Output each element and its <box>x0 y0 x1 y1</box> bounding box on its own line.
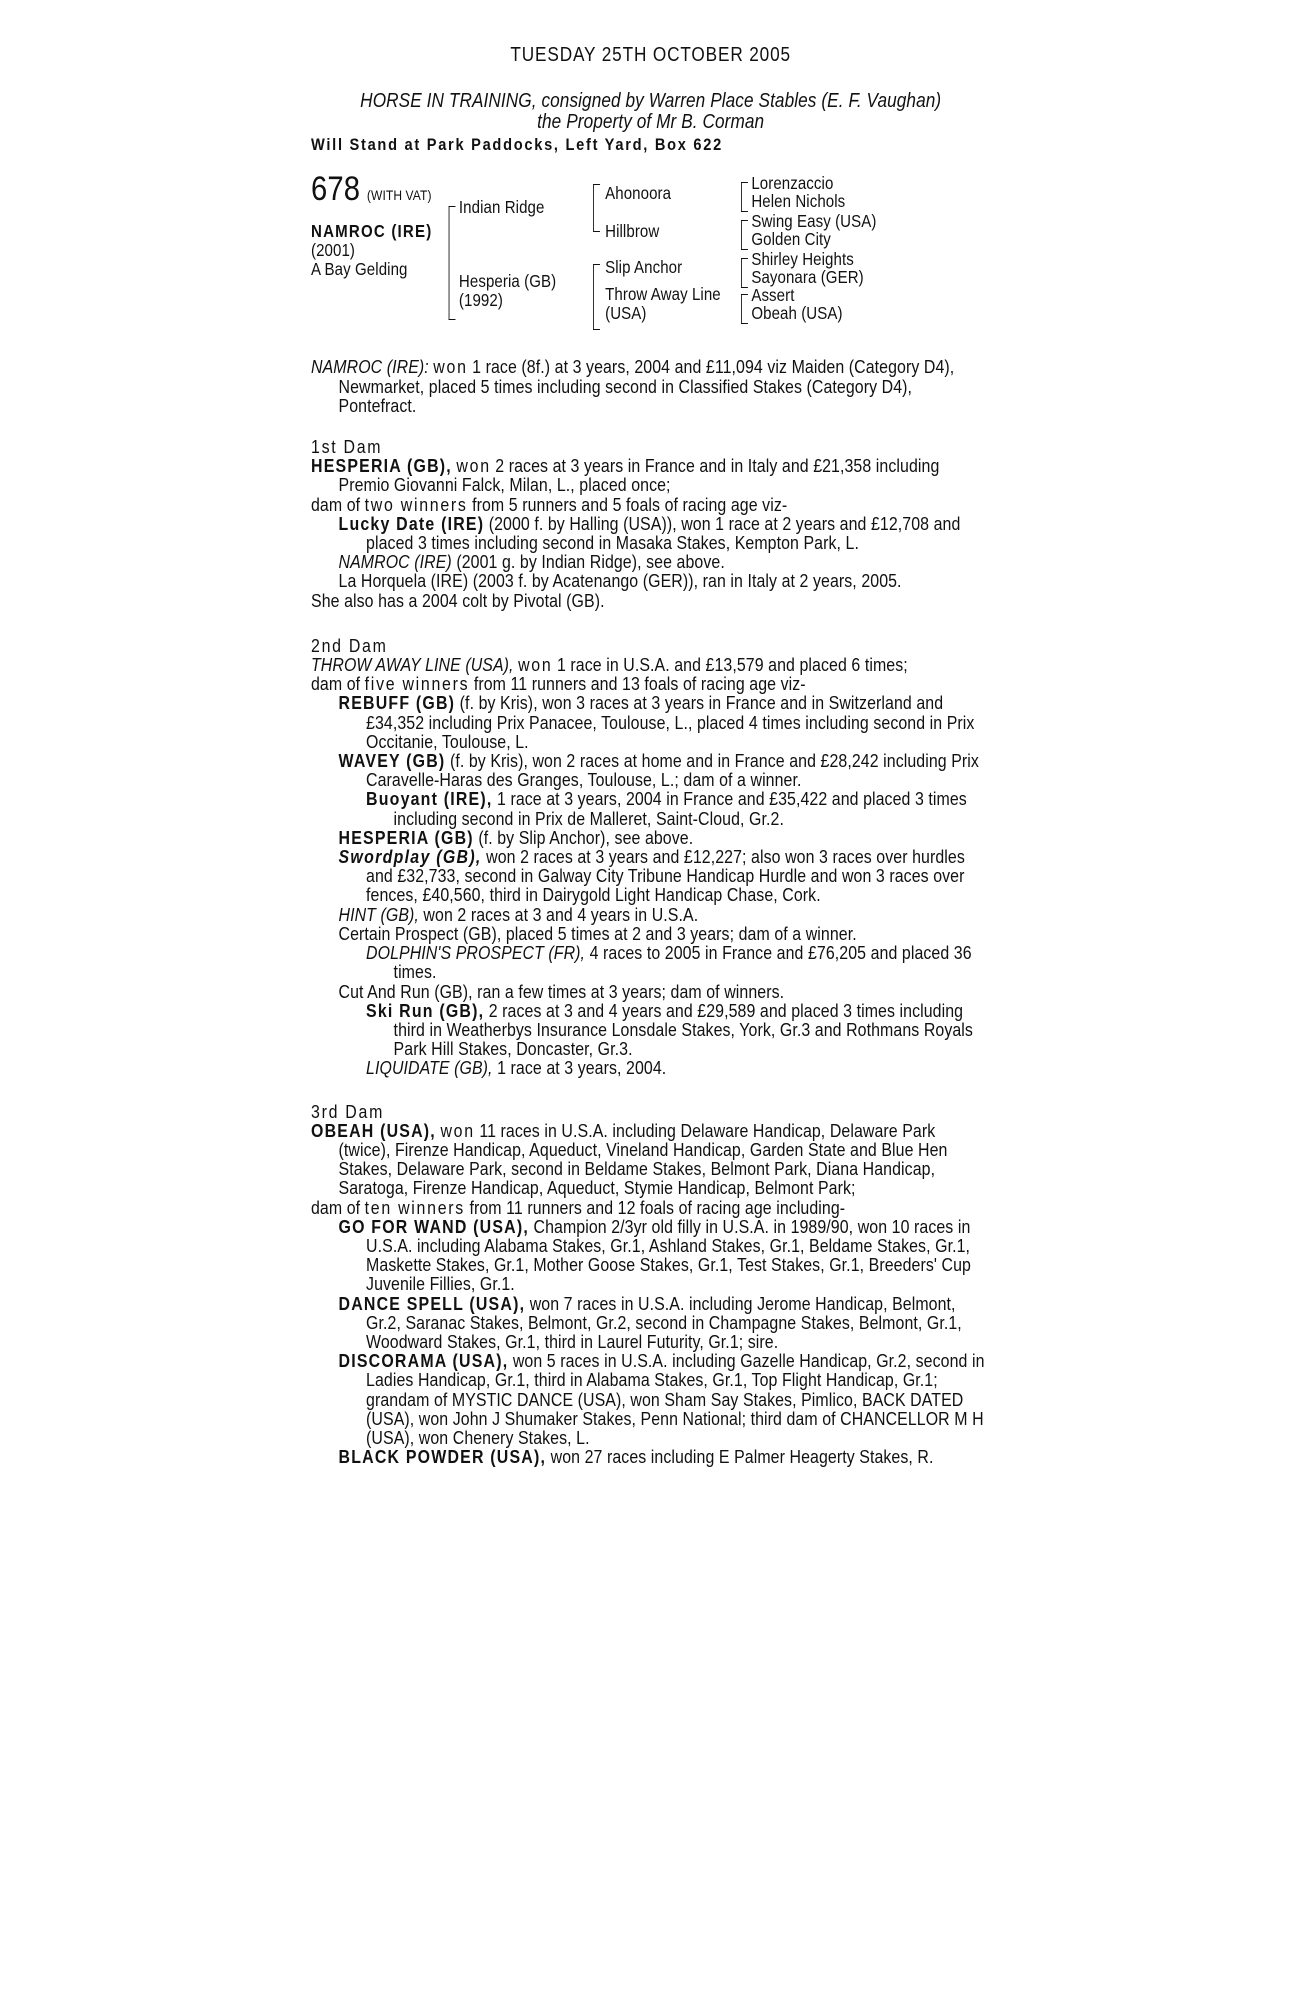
page-content <box>311 46 990 1466</box>
produce-entry: WAVEY (GB) (f. by Kris), won 2 races at home and in France and £28,242 including Prix Caravelle-Haras des Granges, Toulouse, L.; dam of a winner. <box>338 750 979 791</box>
dam-dam-origin: (USA) <box>605 303 647 324</box>
third-dam-record: OBEAH (USA), won 11 races in U.S.A. including Delaware Handicap, Delaware Park (twice), Firenze Handicap, Aqueduct, Vineland Handicap, Garden State and Blue Hen Stakes, Delaware Park, second in Beldame Stakes, Belmont Park, Diana Handicap, Saratoga, Firenze Handicap, Aqueduct, Stymie Handicap, Belmont Park; <box>311 1119 948 1199</box>
produce-entry: Ski Run (GB), 2 races at 3 and 4 years and £29,589 and placed 3 times including third in Weatherbys Insurance Lonsdale Stakes, York, Gr.3 and Rothmans Royals Park Hill Stakes, Doncaster, Gr.3. <box>366 999 973 1060</box>
produce-entry: Swordplay (GB), won 2 races at 3 years and £12,227; also won 3 races over hurdles and £32,733, second in Galway City Tribune Handicap Hurdle and won 3 races over fences, £40,560, third in Dairygold Light Handicap Chase, Cork. <box>338 846 965 906</box>
ggp-6: Sayonara (GER) <box>751 267 864 288</box>
horse-summary <box>311 357 990 415</box>
ggp-2: Helen Nichols <box>751 191 846 212</box>
sire-dam-bracket <box>449 206 456 320</box>
horse-name: NAMROC (IRE) <box>311 221 433 242</box>
first-dam-heading: 1st Dam <box>311 436 383 458</box>
second-dam-heading: 2nd Dam <box>311 634 388 656</box>
third-dam-produce: dam of ten winners from 11 runners and 12 foals of racing age including- <box>311 1196 846 1218</box>
produce-entry: Cut And Run (GB), ran a few times at 3 years; dam of winners. <box>338 980 785 1002</box>
lot-number-value: 678 <box>311 170 361 209</box>
pedigree-table <box>311 170 990 335</box>
produce-entry: DISCORAMA (USA), won 5 races in U.S.A. including Gazelle Handicap, Gr.2, second in Ladies Handicap, Gr.1, third in Alabama Stakes, Gr.1, Top Flight Handicap, Gr.1; grandam of MYSTIC DANCE (USA), won Sham Say Stakes, Pimlico, BACK DATED (USA), won John J Shumaker Stakes, Penn National; third dam of CHANCELLOR M H (USA), won Chenery Stakes, L. <box>338 1350 985 1448</box>
produce-entry: DANCE SPELL (USA), won 7 races in U.S.A. including Jerome Handicap, Belmont, Gr.2, Saranac Stakes, Belmont, Gr.2, second in Champagne Stakes, Belmont, Gr.1, Woodward Stakes, Gr.1, third in Laurel Futurity, Gr.1; sire. <box>338 1292 962 1352</box>
produce-entry: Certain Prospect (GB), placed 5 times at 2 and 3 years; dam of a winner. <box>338 922 857 944</box>
produce-entry: GO FOR WAND (USA), Champion 2/3yr old filly in U.S.A. in 1989/90, won 10 races in U.S.A. including Alabama Stakes, Gr.1, Ashland Stakes, Gr.1, Beldame Stakes, Gr.1, Maskette Stakes, Gr.1, Mother Goose Stakes, Gr.1, Test Stakes, Gr.1, Breeders' Cup Juvenile Fillies, Gr.1. <box>338 1215 971 1295</box>
produce-entry: La Horquela (IRE) (2003 f. by Acatenango (GER)), ran in Italy at 2 years, 2005. <box>338 570 902 592</box>
dam-year: (1992) <box>458 290 503 311</box>
dam-parents-bracket <box>593 264 600 330</box>
ggp-3: Swing Easy (USA) <box>751 211 877 232</box>
ggp-8: Obeah (USA) <box>751 303 843 324</box>
second-dam-produce: dam of five winners from 11 runners and 13 foals of racing age viz- <box>311 673 806 695</box>
sire-sire-name: Ahonoora <box>605 183 672 204</box>
first-dam-record: HESPERIA (GB), won 2 races at 3 years in France and in Italy and £21,358 including Premio Giovanni Falck, Milan, L., placed once; <box>311 455 940 496</box>
vat-note: (WITH VAT) <box>366 187 432 204</box>
sire-name: Indian Ridge <box>458 197 545 218</box>
catalogue-page <box>311 40 991 1466</box>
stand-location: Will Stand at Park Paddocks, Left Yard, Box 622 <box>311 135 723 155</box>
first-dam-produce: dam of two winners from 5 runners and 5 foals of racing age viz- <box>311 493 788 515</box>
produce-entry: REBUFF (GB) (f. by Kris), won 3 races at 3 years in France and in Switzerland and £34,352 including Prix Panacee, Toulouse, L., placed 4 times including second in Prix Occitanie, Toulouse, L. <box>338 692 975 752</box>
consignment-header <box>311 91 990 133</box>
produce-entry: DOLPHIN'S PROSPECT (FR), 4 races to 2005 in France and £76,205 and placed 36 times. <box>366 942 972 983</box>
ggp-4: Golden City <box>751 229 831 250</box>
produce-note: She also has a 2004 colt by Pivotal (GB). <box>311 589 605 611</box>
sire-dam-name: Hillbrow <box>605 221 660 242</box>
summary-won: won <box>433 356 468 378</box>
produce-entry: HESPERIA (GB) (f. by Slip Anchor), see above. <box>338 826 694 848</box>
sale-date: TUESDAY 25TH OCTOBER 2005 <box>510 44 791 66</box>
third-dam-heading: 3rd Dam <box>311 1100 385 1122</box>
produce-entry: NAMROC (IRE) (2001 g. by Indian Ridge), see above. <box>338 551 725 573</box>
horse-year: (2001) <box>311 240 356 261</box>
grandparent-bracket-1 <box>741 182 748 212</box>
produce-entry: Buoyant (IRE), 1 race at 3 years, 2004 in France and £35,422 and placed 3 times including second in Prix de Malleret, Saint-Cloud, Gr.2. <box>366 788 967 829</box>
produce-entry: Lucky Date (IRE) (2000 f. by Halling (USA)), won 1 race at 2 years and £12,708 and placed 3 times including second in Masaka Stakes, Kempton Park, L. <box>338 512 961 554</box>
second-dam-section <box>311 636 990 1078</box>
ggp-1: Lorenzaccio <box>751 173 834 194</box>
grandparent-bracket-2 <box>741 220 748 250</box>
consignment-line: HORSE IN TRAINING, consigned by Warren Place Stables (E. F. Vaughan) <box>360 90 942 113</box>
first-dam-section <box>311 437 990 610</box>
horse-description: A Bay Gelding <box>311 259 408 280</box>
produce-entry: BLACK POWDER (USA), won 27 races including E Palmer Heagerty Stakes, R. <box>338 1446 934 1468</box>
ggp-7: Assert <box>751 285 795 306</box>
produce-entry: HINT (GB), won 2 races at 3 and 4 years in U.S.A. <box>338 903 699 925</box>
summary-horse-name: NAMROC (IRE): <box>311 356 429 378</box>
second-dam-record: THROW AWAY LINE (USA), won 1 race in U.S.A. and £13,579 and placed 6 times; <box>311 654 908 676</box>
ggp-5: Shirley Heights <box>751 249 854 270</box>
grandparent-bracket-4 <box>741 294 748 324</box>
grandparent-bracket-3 <box>741 258 748 288</box>
dam-dam-name: Throw Away Line <box>605 284 721 305</box>
dam-sire-name: Slip Anchor <box>605 257 683 278</box>
lot-number <box>311 170 432 209</box>
dam-name: Hesperia (GB) <box>458 271 557 292</box>
summary-text: 1 race (8f.) at 3 years, 2004 and £11,094 viz Maiden (Category D4), Newmarket, placed 5 times including second in Classified Stakes (Category D4), Pontefract. <box>338 356 955 416</box>
sire-parents-bracket <box>593 184 600 232</box>
property-line: the Property of Mr B. Corman <box>537 111 765 134</box>
produce-entry: LIQUIDATE (GB), 1 race at 3 years, 2004. <box>366 1057 667 1079</box>
third-dam-section <box>311 1102 990 1467</box>
